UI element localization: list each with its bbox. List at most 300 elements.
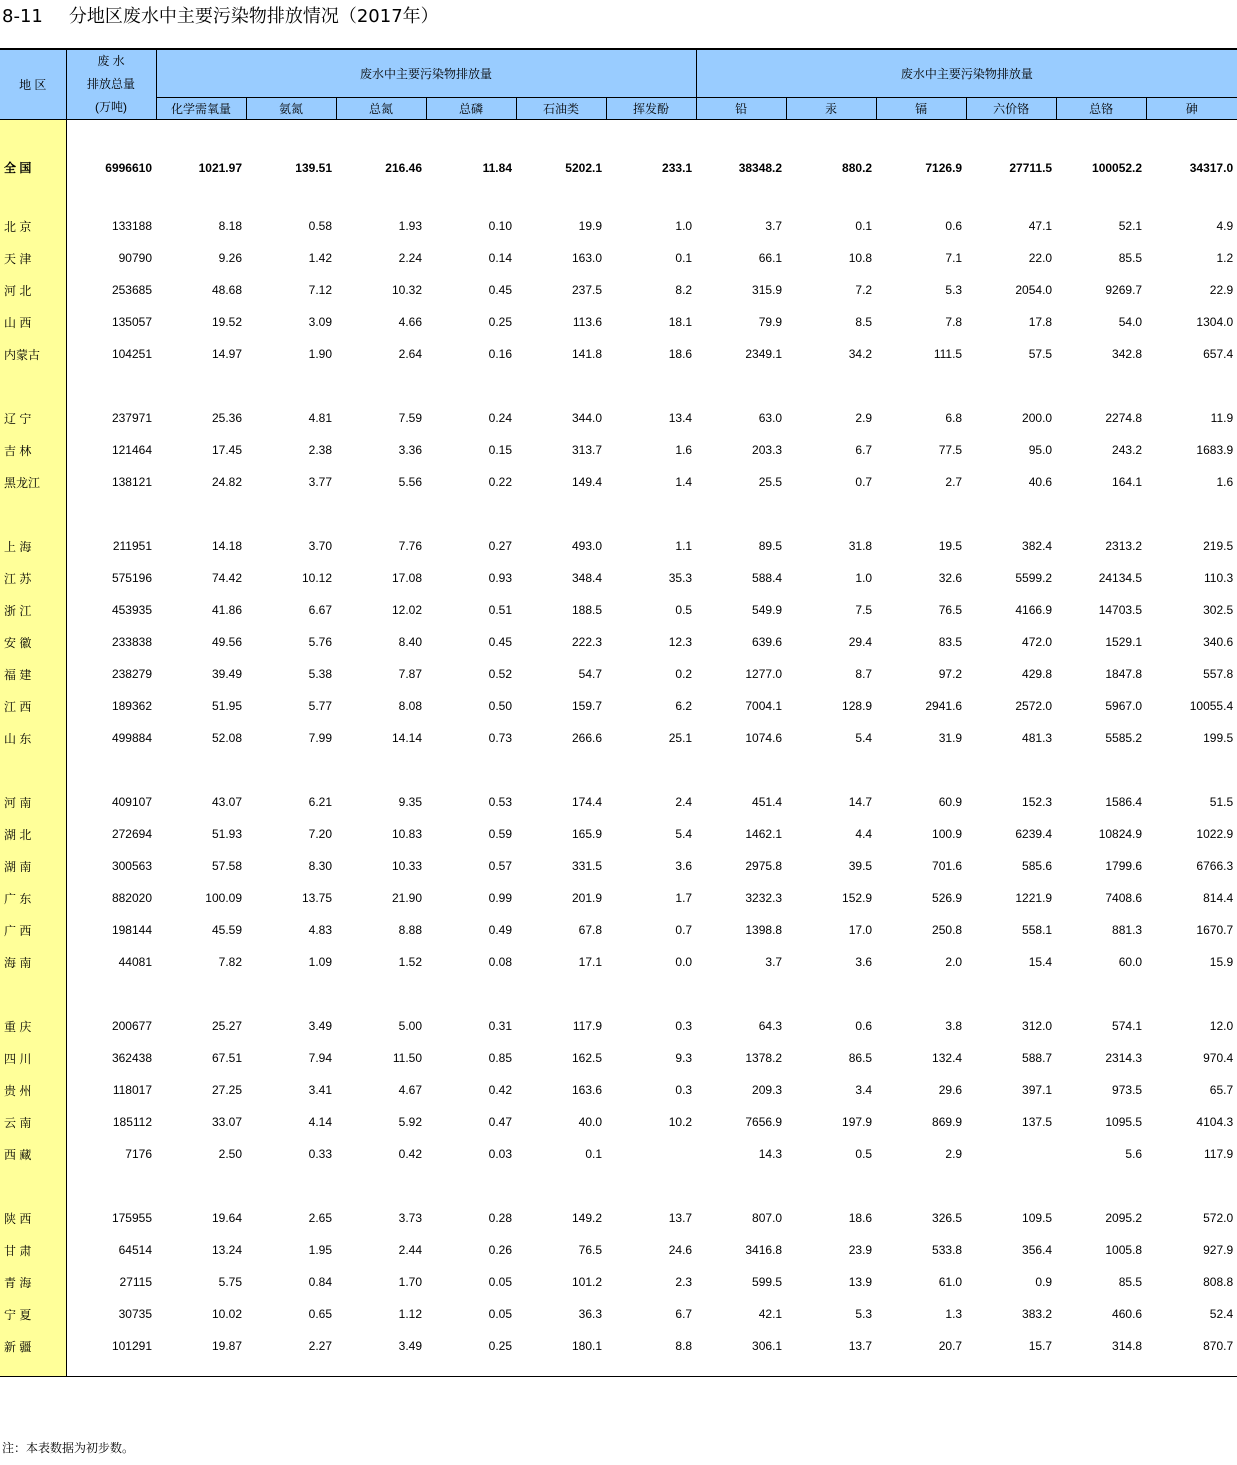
value-cell: 89.5	[758, 539, 783, 553]
region-name-cell: 甘 肃	[0, 1234, 66, 1266]
pollutant-column-header: 砷	[1146, 98, 1237, 120]
value-cell: 7.2	[855, 283, 873, 297]
region-column-header: 地 区	[0, 49, 66, 120]
value-cell: 869.9	[932, 1115, 963, 1129]
value-cell: 238279	[111, 667, 152, 681]
value-cell: 13.4	[668, 411, 693, 425]
spacer-cell	[66, 754, 156, 786]
region-name-cell: 天 津	[0, 242, 66, 274]
value-cell: 0.45	[488, 283, 512, 297]
value-cell: 585.6	[1022, 859, 1053, 873]
value-cell: 137.5	[1022, 1115, 1053, 1129]
value-cell: 19.87	[211, 1339, 242, 1353]
table-row	[0, 306, 1237, 338]
value-cell: 0.1	[585, 1147, 602, 1161]
region-spacer-cell	[0, 1170, 66, 1202]
value-cell: 2.65	[308, 1211, 332, 1225]
value-cell: 1.42	[308, 251, 332, 265]
value-cell: 2.64	[398, 347, 422, 361]
value-cell: 0.2	[675, 667, 693, 681]
value-cell: 54.0	[1118, 315, 1143, 329]
region-name-cell: 广 东	[0, 882, 66, 914]
spacer-cell	[606, 498, 696, 530]
wastewater-total-header	[66, 49, 156, 120]
value-cell: 34.2	[848, 347, 873, 361]
value-cell: 0.6	[855, 1019, 873, 1033]
value-cell: 575196	[111, 571, 152, 585]
pollutant-column-header: 总铬	[1056, 98, 1146, 120]
table-row	[0, 850, 1237, 882]
region-name-cell: 福 建	[0, 658, 66, 690]
value-cell: 266.6	[571, 731, 602, 745]
value-cell: 117.9	[572, 1019, 602, 1033]
value-cell: 47.1	[1028, 219, 1053, 233]
value-cell: 101.2	[571, 1275, 602, 1289]
spacer-cell	[516, 754, 606, 786]
value-cell: 1.0	[675, 219, 693, 233]
value-cell: 1586.4	[1105, 795, 1143, 809]
table-row	[0, 402, 1237, 434]
pollutant-group-header-2: 废水中主要污染物排放量	[696, 49, 1237, 98]
value-cell: 13.75	[301, 891, 332, 905]
value-cell: 10055.4	[1189, 699, 1234, 713]
value-cell: 35.3	[668, 571, 693, 585]
region-spacer-cell	[0, 754, 66, 786]
value-cell: 481.3	[1022, 731, 1053, 745]
value-cell: 74.42	[211, 571, 242, 585]
spacer-cell	[606, 370, 696, 402]
table-code: 8-11	[2, 6, 43, 27]
value-cell: 22.0	[1028, 251, 1053, 265]
value-cell: 0.65	[308, 1307, 332, 1321]
value-cell: 9.35	[398, 795, 422, 809]
value-cell: 104251	[111, 347, 152, 361]
spacer-cell	[696, 1362, 786, 1377]
value-cell: 48.68	[211, 283, 242, 297]
spacer-cell	[786, 978, 876, 1010]
spacer-cell	[426, 754, 516, 786]
value-cell: 1670.7	[1196, 923, 1234, 937]
region-name-cell: 贵 州	[0, 1074, 66, 1106]
spacer-cell	[156, 370, 246, 402]
value-cell: 233838	[111, 635, 152, 649]
table-row	[0, 690, 1237, 722]
row-spacer	[0, 498, 1237, 530]
value-cell: 101291	[111, 1339, 152, 1353]
spacer-cell	[426, 978, 516, 1010]
table-row	[0, 882, 1237, 914]
value-cell: 17.0	[848, 923, 873, 937]
value-cell: 100.9	[932, 827, 963, 841]
spacer-cell	[606, 754, 696, 786]
value-cell: 10.32	[391, 283, 422, 297]
region-name-cell: 山 东	[0, 722, 66, 754]
value-cell: 2.50	[218, 1147, 242, 1161]
value-cell: 4104.3	[1196, 1115, 1234, 1129]
value-cell: 3.36	[398, 443, 422, 457]
value-cell: 63.0	[758, 411, 783, 425]
value-cell: 3.7	[765, 219, 783, 233]
spacer-cell	[606, 1362, 696, 1377]
value-cell: 149.2	[571, 1211, 602, 1225]
value-cell: 31.8	[848, 539, 873, 553]
value-cell: 451.4	[752, 795, 783, 809]
value-cell: 3416.8	[745, 1243, 783, 1257]
value-cell: 3.49	[308, 1019, 332, 1033]
value-cell: 7408.6	[1105, 891, 1143, 905]
value-cell: 1847.8	[1105, 667, 1143, 681]
spacer-cell	[336, 1362, 426, 1377]
value-cell: 0.3	[675, 1083, 693, 1097]
value-cell: 2054.0	[1015, 283, 1053, 297]
value-cell: 57.58	[211, 859, 242, 873]
region-name-cell: 河 北	[0, 274, 66, 306]
value-cell: 3.73	[398, 1211, 422, 1225]
value-cell: 306.1	[752, 1339, 783, 1353]
spacer-cell	[786, 754, 876, 786]
value-cell: 397.1	[1022, 1083, 1053, 1097]
value-cell: 200677	[111, 1019, 152, 1033]
value-cell: 4166.9	[1015, 603, 1053, 617]
value-cell: 100.09	[205, 891, 242, 905]
value-cell: 121464	[111, 443, 152, 457]
value-cell: 49.56	[211, 635, 242, 649]
value-cell: 0.49	[488, 923, 512, 937]
value-cell: 39.49	[211, 667, 242, 681]
value-cell: 4.67	[398, 1083, 422, 1097]
value-cell: 6.67	[308, 603, 332, 617]
value-cell: 17.1	[578, 955, 602, 969]
value-cell: 0.1	[855, 219, 873, 233]
table-row	[0, 626, 1237, 658]
value-cell: 52.08	[211, 731, 242, 745]
value-cell: 574.1	[1112, 1019, 1143, 1033]
pollutant-column-header: 镉	[876, 98, 966, 120]
value-cell: 2.9	[855, 411, 873, 425]
spacer-cell	[66, 1170, 156, 1202]
spacer-cell	[1146, 978, 1237, 1010]
value-cell: 1799.6	[1105, 859, 1143, 873]
region-name-cell: 内蒙古	[0, 338, 66, 370]
spacer-cell	[696, 498, 786, 530]
value-cell: 79.9	[758, 315, 783, 329]
value-cell: 222.3	[571, 635, 602, 649]
value-cell: 15.4	[1028, 955, 1053, 969]
value-cell: 7.1	[945, 251, 963, 265]
region-name-cell: 上 海	[0, 530, 66, 562]
spacer-cell	[786, 1170, 876, 1202]
spacer-cell	[156, 978, 246, 1010]
value-cell: 7.20	[308, 827, 332, 841]
value-cell: 1.93	[398, 219, 422, 233]
pollutant-column-header: 石油类	[516, 98, 606, 120]
value-cell: 7.59	[398, 411, 422, 425]
value-cell: 180.1	[571, 1339, 602, 1353]
value-cell: 0.42	[398, 1147, 422, 1161]
value-cell: 526.9	[932, 891, 963, 905]
value-cell: 86.5	[848, 1051, 873, 1065]
value-cell: 1.70	[398, 1275, 422, 1289]
value-cell: 3.8	[945, 1019, 963, 1033]
value-cell: 5967.0	[1105, 699, 1143, 713]
value-cell: 313.7	[571, 443, 602, 457]
value-cell: 201.9	[571, 891, 602, 905]
value-cell: 152.9	[842, 891, 873, 905]
value-cell: 19.5	[938, 539, 963, 553]
value-cell: 6239.4	[1015, 827, 1053, 841]
value-cell: 11.9	[1210, 411, 1234, 425]
spacer-cell	[66, 498, 156, 530]
value-cell: 216.46	[385, 160, 422, 175]
spacer-cell	[66, 370, 156, 402]
value-cell: 159.7	[571, 699, 602, 713]
region-name-cell: 江 西	[0, 690, 66, 722]
spacer-cell	[876, 1170, 966, 1202]
spacer-cell	[246, 978, 336, 1010]
value-cell: 5.3	[855, 1307, 873, 1321]
value-cell: 0.59	[488, 827, 512, 841]
value-cell: 24134.5	[1098, 571, 1143, 585]
value-cell: 111.5	[933, 347, 963, 361]
spacer-cell	[966, 754, 1056, 786]
value-cell: 3.41	[308, 1083, 332, 1097]
value-cell: 22.9	[1209, 283, 1234, 297]
table-row	[0, 1234, 1237, 1266]
value-cell: 7.94	[308, 1051, 332, 1065]
spacer-cell	[426, 498, 516, 530]
value-cell: 2313.2	[1105, 539, 1143, 553]
value-cell: 219.5	[1203, 539, 1234, 553]
value-cell: 118017	[112, 1083, 152, 1097]
spacer-cell	[516, 978, 606, 1010]
table-row	[0, 914, 1237, 946]
pollutant-column-header: 汞	[786, 98, 876, 120]
region-name-cell: 山 西	[0, 306, 66, 338]
table-row	[0, 338, 1237, 370]
value-cell: 4.9	[1216, 219, 1234, 233]
value-cell: 128.9	[842, 699, 873, 713]
value-cell: 557.8	[1203, 667, 1234, 681]
value-cell: 17.08	[391, 571, 422, 585]
value-cell: 1683.9	[1196, 443, 1234, 457]
value-cell: 4.83	[308, 923, 332, 937]
spacer-cell	[696, 978, 786, 1010]
spacer-cell	[336, 978, 426, 1010]
spacer-cell	[1146, 1362, 1237, 1377]
value-cell: 0.14	[488, 251, 512, 265]
spacer-cell	[876, 1362, 966, 1377]
table-row	[0, 210, 1237, 242]
value-cell: 51.95	[211, 699, 242, 713]
value-cell: 12.02	[391, 603, 422, 617]
value-cell: 45.59	[211, 923, 242, 937]
value-cell: 29.4	[848, 635, 873, 649]
data-table-container	[0, 48, 1237, 1377]
table-row	[0, 594, 1237, 626]
spacer-cell	[966, 370, 1056, 402]
spacer-cell	[606, 1170, 696, 1202]
spacer-cell	[1146, 754, 1237, 786]
value-cell: 43.07	[211, 795, 242, 809]
table-header	[0, 49, 1237, 120]
value-cell: 51.93	[211, 827, 242, 841]
value-cell: 10.2	[668, 1115, 693, 1129]
value-cell: 7.5	[855, 603, 873, 617]
value-cell: 23.9	[848, 1243, 873, 1257]
value-cell: 1221.9	[1015, 891, 1053, 905]
value-cell: 25.27	[211, 1019, 242, 1033]
value-cell: 57.5	[1028, 347, 1053, 361]
spacer-cell	[336, 498, 426, 530]
value-cell: 11.50	[392, 1051, 422, 1065]
value-cell: 30735	[118, 1307, 152, 1321]
value-cell: 499884	[111, 731, 152, 745]
value-cell: 0.42	[488, 1083, 512, 1097]
region-name-cell: 重 庆	[0, 1010, 66, 1042]
value-cell: 60.0	[1118, 955, 1143, 969]
value-cell: 10.12	[301, 571, 332, 585]
spacer-cell	[1146, 498, 1237, 530]
value-cell: 973.5	[1112, 1083, 1143, 1097]
value-cell: 3.70	[308, 539, 332, 553]
value-cell: 77.5	[938, 443, 963, 457]
table-row	[0, 722, 1237, 754]
spacer-cell	[516, 498, 606, 530]
table-row	[0, 562, 1237, 594]
spacer-cell	[156, 754, 246, 786]
value-cell: 17.45	[211, 443, 242, 457]
region-name-cell: 湖 北	[0, 818, 66, 850]
table-title: 分地区废水中主要污染物排放情况（2017年）	[68, 6, 439, 27]
region-name-cell: 黑龙江	[0, 466, 66, 498]
value-cell: 0.52	[488, 667, 512, 681]
value-cell: 8.2	[675, 283, 693, 297]
table-row	[0, 274, 1237, 306]
value-cell	[606, 1138, 696, 1170]
row-spacer	[0, 1170, 1237, 1202]
value-cell: 1.1	[675, 539, 693, 553]
value-cell: 165.9	[571, 827, 602, 841]
value-cell: 807.0	[752, 1211, 783, 1225]
value-cell: 95.0	[1028, 443, 1053, 457]
value-cell: 9.26	[218, 251, 242, 265]
value-cell: 18.6	[848, 1211, 873, 1225]
value-cell: 8.5	[855, 315, 873, 329]
value-cell: 7126.9	[925, 160, 963, 175]
value-cell: 6.7	[855, 443, 873, 457]
value-cell: 211951	[112, 539, 152, 553]
spacer-cell	[606, 978, 696, 1010]
spacer-cell	[156, 1362, 246, 1377]
value-cell: 0.57	[488, 859, 512, 873]
value-cell: 2.4	[675, 795, 693, 809]
value-cell: 13.7	[848, 1339, 873, 1353]
value-cell: 20.7	[938, 1339, 963, 1353]
value-cell: 0.7	[855, 475, 873, 489]
value-cell: 6.8	[945, 411, 963, 425]
value-cell: 31.9	[938, 731, 963, 745]
value-cell: 326.5	[932, 1211, 963, 1225]
value-cell: 149.4	[571, 475, 602, 489]
value-cell: 189362	[111, 699, 152, 713]
value-cell: 0.99	[488, 891, 512, 905]
value-cell: 927.9	[1203, 1243, 1234, 1257]
value-cell: 85.5	[1118, 251, 1143, 265]
value-cell: 0.6	[945, 219, 963, 233]
value-cell: 52.1	[1118, 219, 1143, 233]
value-cell: 90790	[118, 251, 152, 265]
spacer-cell	[966, 978, 1056, 1010]
value-cell: 0.33	[308, 1147, 332, 1161]
value-cell: 970.4	[1203, 1051, 1234, 1065]
value-cell: 12.3	[668, 635, 693, 649]
value-cell: 814.4	[1203, 891, 1234, 905]
value-cell: 2.0	[945, 955, 963, 969]
value-cell: 701.6	[932, 859, 963, 873]
value-cell: 209.3	[752, 1083, 783, 1097]
value-cell: 5.76	[308, 635, 332, 649]
value-cell: 0.25	[488, 1339, 512, 1353]
value-cell: 12.0	[1209, 1019, 1234, 1033]
value-cell: 0.45	[488, 635, 512, 649]
value-cell: 300563	[111, 859, 152, 873]
spacer-cell	[246, 754, 336, 786]
value-cell: 11.84	[482, 160, 512, 175]
value-cell: 558.1	[1022, 923, 1053, 937]
value-cell: 0.1	[675, 251, 693, 265]
value-cell: 3.09	[308, 315, 332, 329]
value-cell: 5.6	[1125, 1147, 1143, 1161]
value-cell: 870.7	[1203, 1339, 1234, 1353]
value-cell: 0.53	[488, 795, 512, 809]
value-cell: 272694	[111, 827, 152, 841]
table-row	[0, 1074, 1237, 1106]
spacer-cell	[516, 1170, 606, 1202]
value-cell: 880.2	[842, 160, 873, 175]
region-name-cell: 北 京	[0, 210, 66, 242]
value-cell: 5585.2	[1105, 731, 1143, 745]
value-cell: 0.84	[308, 1275, 332, 1289]
value-cell: 110.3	[1203, 571, 1234, 585]
value-cell: 7.12	[308, 283, 332, 297]
pollutant-column-header: 化学需氧量	[156, 98, 246, 120]
value-cell: 1.6	[1216, 475, 1234, 489]
value-cell: 315.9	[752, 283, 783, 297]
value-cell: 472.0	[1022, 635, 1053, 649]
value-cell: 4.4	[855, 827, 873, 841]
spacer-cell	[876, 754, 966, 786]
value-cell: 6766.3	[1196, 859, 1234, 873]
value-cell: 19.52	[211, 315, 242, 329]
value-cell: 7.99	[308, 731, 332, 745]
value-cell: 331.5	[571, 859, 602, 873]
value-cell: 657.4	[1203, 347, 1234, 361]
value-cell: 0.26	[488, 1243, 512, 1257]
value-cell: 34317.0	[1189, 160, 1234, 175]
table-row	[0, 1330, 1237, 1362]
value-cell: 8.40	[398, 635, 422, 649]
value-cell: 383.2	[1022, 1307, 1053, 1321]
pollutant-column-header: 总氮	[336, 98, 426, 120]
value-cell: 0.7	[675, 923, 693, 937]
value-cell: 0.58	[308, 219, 332, 233]
region-name-cell: 江 苏	[0, 562, 66, 594]
value-cell: 5.3	[945, 283, 963, 297]
value-cell: 10.33	[391, 859, 422, 873]
wastewater-header-line2: 排放总量	[86, 77, 135, 91]
table-row	[0, 125, 1237, 210]
value-cell: 67.51	[211, 1051, 242, 1065]
